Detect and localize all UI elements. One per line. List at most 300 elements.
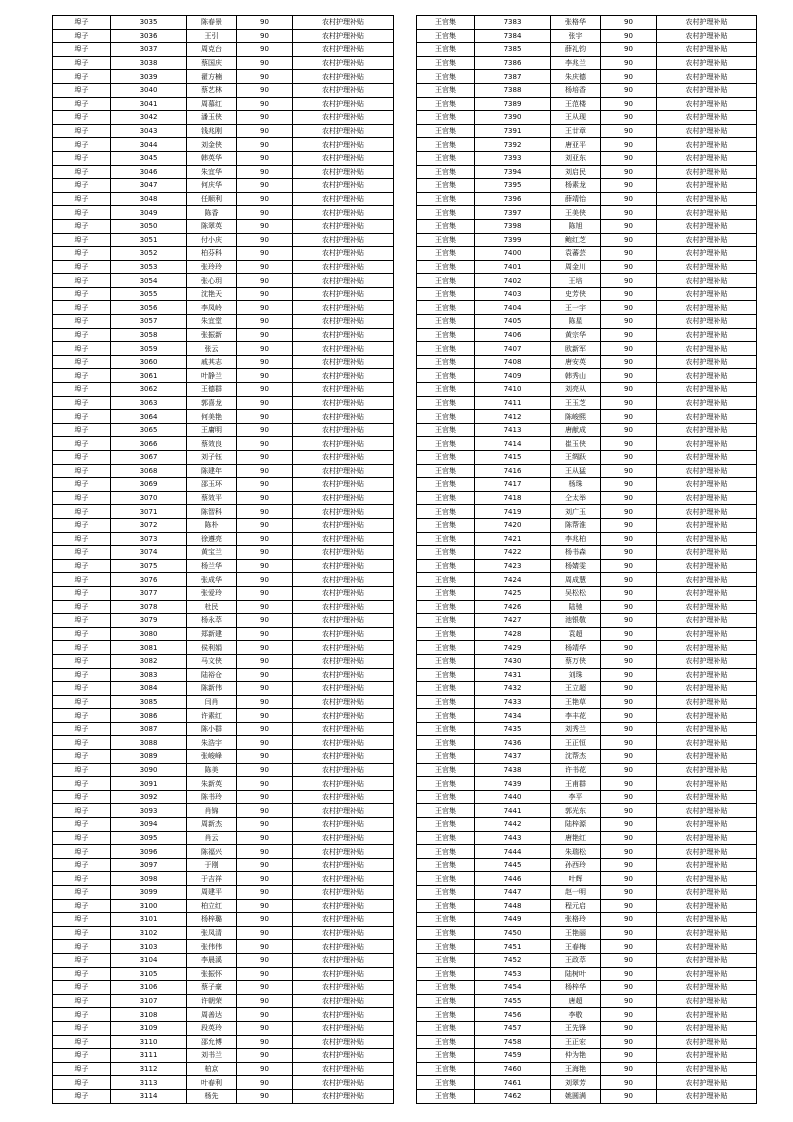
table-row [53, 369, 394, 383]
cell-number: 3042 [111, 111, 187, 125]
cell-subsidy-type: 农村护理补贴 [293, 559, 394, 573]
table-row [417, 654, 757, 668]
cell-amount: 90 [237, 953, 293, 967]
cell-town: 埠子 [53, 219, 111, 233]
cell-name: 王海艳 [551, 1062, 601, 1076]
cell-number: 7443 [475, 831, 551, 845]
cell-name: 陈书玲 [187, 790, 237, 804]
table-row [53, 1062, 394, 1076]
cell-number: 3061 [111, 369, 187, 383]
cell-town: 埠子 [53, 1021, 111, 1035]
cell-name: 朱新英 [187, 777, 237, 791]
cell-name: 陆梓源 [551, 818, 601, 832]
cell-number: 7451 [475, 940, 551, 954]
cell-town: 埠子 [53, 29, 111, 43]
cell-number: 3104 [111, 953, 187, 967]
cell-number: 3048 [111, 192, 187, 206]
cell-name: 张心玥 [187, 274, 237, 288]
cell-subsidy-type: 农村护理补贴 [657, 396, 757, 410]
cell-town: 埠子 [53, 926, 111, 940]
table-row [417, 70, 757, 84]
cell-amount: 90 [237, 940, 293, 954]
table-row [417, 573, 757, 587]
cell-town: 王官集 [417, 790, 475, 804]
cell-name: 邵允博 [187, 1035, 237, 1049]
cell-subsidy-type: 农村护理补贴 [657, 994, 757, 1008]
cell-name: 陈建年 [187, 464, 237, 478]
cell-number: 3067 [111, 451, 187, 465]
table-row [417, 383, 757, 397]
table-row [417, 586, 757, 600]
cell-amount: 90 [601, 777, 657, 791]
cell-subsidy-type: 农村护理补贴 [293, 967, 394, 981]
cell-town: 王官集 [417, 1076, 475, 1090]
cell-amount: 90 [237, 437, 293, 451]
table-row [53, 165, 394, 179]
cell-name: 于刚 [187, 858, 237, 872]
table-row [53, 29, 394, 43]
cell-amount: 90 [601, 1021, 657, 1035]
cell-subsidy-type: 农村护理补贴 [657, 1049, 757, 1063]
cell-town: 王官集 [417, 858, 475, 872]
cell-amount: 90 [237, 886, 293, 900]
cell-amount: 90 [601, 260, 657, 274]
cell-name: 郑新建 [187, 627, 237, 641]
cell-name: 吴松松 [551, 586, 601, 600]
table-row [417, 423, 757, 437]
cell-amount: 90 [601, 722, 657, 736]
cell-town: 埠子 [53, 464, 111, 478]
table-row [417, 206, 757, 220]
table-row [53, 872, 394, 886]
cell-subsidy-type: 农村护理补贴 [657, 736, 757, 750]
cell-town: 埠子 [53, 627, 111, 641]
cell-subsidy-type: 农村护理补贴 [657, 777, 757, 791]
cell-amount: 90 [601, 886, 657, 900]
cell-name: 杨梓璐 [187, 913, 237, 927]
cell-amount: 90 [601, 478, 657, 492]
cell-town: 王官集 [417, 383, 475, 397]
cell-name: 段英玲 [187, 1021, 237, 1035]
cell-name: 于吉祥 [187, 872, 237, 886]
cell-amount: 90 [601, 29, 657, 43]
cell-amount: 90 [601, 831, 657, 845]
cell-amount: 90 [237, 219, 293, 233]
table-row [53, 750, 394, 764]
cell-subsidy-type: 农村护理补贴 [293, 1076, 394, 1090]
table-row [417, 29, 757, 43]
cell-number: 7388 [475, 83, 551, 97]
cell-amount: 90 [601, 151, 657, 165]
cell-name: 任顺利 [187, 192, 237, 206]
cell-name: 王正宏 [551, 1035, 601, 1049]
cell-town: 王官集 [417, 451, 475, 465]
cell-amount: 90 [237, 1021, 293, 1035]
cell-subsidy-type: 农村护理补贴 [293, 410, 394, 424]
cell-subsidy-type: 农村护理补贴 [293, 423, 394, 437]
cell-amount: 90 [237, 247, 293, 261]
cell-town: 埠子 [53, 151, 111, 165]
cell-name: 柏芬科 [187, 247, 237, 261]
cell-name: 周慕红 [187, 97, 237, 111]
cell-town: 埠子 [53, 138, 111, 152]
cell-amount: 90 [601, 43, 657, 57]
cell-subsidy-type: 农村护理补贴 [657, 383, 757, 397]
cell-amount: 90 [237, 233, 293, 247]
table-row [53, 315, 394, 329]
cell-amount: 90 [601, 858, 657, 872]
cell-town: 王官集 [417, 396, 475, 410]
cell-subsidy-type: 农村护理补贴 [293, 763, 394, 777]
cell-name: 朱宜华 [187, 165, 237, 179]
cell-number: 3049 [111, 206, 187, 220]
cell-number: 7409 [475, 369, 551, 383]
cell-name: 王美侠 [551, 206, 601, 220]
cell-name: 刘金侠 [187, 138, 237, 152]
table-row [417, 1021, 757, 1035]
cell-town: 王官集 [417, 219, 475, 233]
cell-name: 刘亚东 [551, 151, 601, 165]
cell-number: 7413 [475, 423, 551, 437]
cell-amount: 90 [601, 953, 657, 967]
table-row [53, 505, 394, 519]
cell-name: 陈朴 [187, 518, 237, 532]
cell-town: 埠子 [53, 410, 111, 424]
cell-number: 3064 [111, 410, 187, 424]
cell-name: 唐超 [551, 994, 601, 1008]
cell-amount: 90 [237, 532, 293, 546]
cell-amount: 90 [237, 410, 293, 424]
cell-town: 埠子 [53, 682, 111, 696]
cell-subsidy-type: 农村护理补贴 [657, 233, 757, 247]
cell-number: 3106 [111, 981, 187, 995]
cell-amount: 90 [237, 83, 293, 97]
cell-amount: 90 [601, 451, 657, 465]
cell-name: 张玲玲 [187, 260, 237, 274]
cell-town: 埠子 [53, 260, 111, 274]
cell-subsidy-type: 农村护理补贴 [293, 627, 394, 641]
cell-subsidy-type: 农村护理补贴 [657, 1076, 757, 1090]
table-row [53, 804, 394, 818]
cell-town: 王官集 [417, 559, 475, 573]
cell-amount: 90 [237, 654, 293, 668]
cell-name: 袁蕃芸 [551, 247, 601, 261]
cell-amount: 90 [237, 260, 293, 274]
cell-amount: 90 [237, 586, 293, 600]
cell-number: 3077 [111, 586, 187, 600]
cell-number: 3111 [111, 1049, 187, 1063]
cell-number: 3100 [111, 899, 187, 913]
table-row [53, 668, 394, 682]
cell-amount: 90 [237, 287, 293, 301]
cell-amount: 90 [601, 709, 657, 723]
table-row [417, 165, 757, 179]
cell-amount: 90 [601, 1008, 657, 1022]
table-row [417, 233, 757, 247]
table-row [53, 192, 394, 206]
cell-number: 3074 [111, 546, 187, 560]
cell-name: 张云 [187, 342, 237, 356]
cell-number: 7430 [475, 654, 551, 668]
cell-town: 埠子 [53, 206, 111, 220]
cell-name: 刘子钰 [187, 451, 237, 465]
table-row [53, 586, 394, 600]
cell-number: 3060 [111, 355, 187, 369]
table-row [53, 641, 394, 655]
cell-number: 7400 [475, 247, 551, 261]
cell-name: 陆树叶 [551, 967, 601, 981]
table-row [417, 1076, 757, 1090]
cell-subsidy-type: 农村护理补贴 [657, 16, 757, 30]
cell-town: 王官集 [417, 233, 475, 247]
cell-amount: 90 [601, 763, 657, 777]
table-row [53, 274, 394, 288]
cell-subsidy-type: 农村护理补贴 [657, 1035, 757, 1049]
cell-name: 杨培香 [551, 83, 601, 97]
table-row [53, 423, 394, 437]
cell-town: 王官集 [417, 695, 475, 709]
cell-subsidy-type: 农村护理补贴 [293, 260, 394, 274]
cell-number: 3071 [111, 505, 187, 519]
cell-number: 3052 [111, 247, 187, 261]
cell-number: 7390 [475, 111, 551, 125]
table-row [417, 967, 757, 981]
table-row [417, 1062, 757, 1076]
cell-amount: 90 [237, 423, 293, 437]
cell-number: 3105 [111, 967, 187, 981]
cell-subsidy-type: 农村护理补贴 [293, 138, 394, 152]
table-row [53, 478, 394, 492]
table-row [417, 247, 757, 261]
cell-name: 黄宗华 [551, 328, 601, 342]
cell-amount: 90 [237, 518, 293, 532]
cell-subsidy-type: 农村护理补贴 [293, 1008, 394, 1022]
cell-name: 马文侠 [187, 654, 237, 668]
cell-name: 肖云 [187, 831, 237, 845]
cell-number: 7454 [475, 981, 551, 995]
cell-town: 王官集 [417, 505, 475, 519]
cell-amount: 90 [601, 940, 657, 954]
cell-number: 7418 [475, 491, 551, 505]
table-row [53, 138, 394, 152]
cell-name: 许书花 [551, 763, 601, 777]
cell-amount: 90 [601, 750, 657, 764]
cell-subsidy-type: 农村护理补贴 [657, 1021, 757, 1035]
cell-number: 3088 [111, 736, 187, 750]
cell-number: 7440 [475, 790, 551, 804]
cell-number: 7432 [475, 682, 551, 696]
cell-town: 王官集 [417, 369, 475, 383]
cell-town: 王官集 [417, 70, 475, 84]
table-row [53, 355, 394, 369]
cell-name: 肖锦 [187, 804, 237, 818]
cell-number: 3073 [111, 532, 187, 546]
cell-name: 张格华 [551, 16, 601, 30]
cell-number: 3086 [111, 709, 187, 723]
table-row [417, 1008, 757, 1022]
cell-number: 3099 [111, 886, 187, 900]
cell-amount: 90 [237, 872, 293, 886]
cell-town: 王官集 [417, 1035, 475, 1049]
table-row [53, 777, 394, 791]
table-row [53, 287, 394, 301]
cell-number: 7399 [475, 233, 551, 247]
cell-subsidy-type: 农村护理补贴 [293, 804, 394, 818]
table-row [53, 763, 394, 777]
cell-amount: 90 [237, 383, 293, 397]
left-table [52, 15, 394, 1104]
cell-town: 埠子 [53, 750, 111, 764]
cell-name: 池银敬 [551, 614, 601, 628]
cell-name: 王德群 [187, 383, 237, 397]
cell-amount: 90 [237, 818, 293, 832]
cell-subsidy-type: 农村护理补贴 [293, 641, 394, 655]
cell-subsidy-type: 农村护理补贴 [657, 260, 757, 274]
table-row [53, 328, 394, 342]
table-row [417, 736, 757, 750]
table-row [417, 818, 757, 832]
cell-subsidy-type: 农村护理补贴 [657, 654, 757, 668]
cell-subsidy-type: 农村护理补贴 [293, 56, 394, 70]
cell-amount: 90 [237, 138, 293, 152]
cell-name: 刘书兰 [187, 1049, 237, 1063]
cell-number: 3045 [111, 151, 187, 165]
cell-subsidy-type: 农村护理补贴 [293, 858, 394, 872]
cell-town: 埠子 [53, 641, 111, 655]
cell-subsidy-type: 农村护理补贴 [657, 627, 757, 641]
cell-number: 3050 [111, 219, 187, 233]
cell-name: 许朝荣 [187, 994, 237, 1008]
cell-number: 7434 [475, 709, 551, 723]
cell-subsidy-type: 农村护理补贴 [657, 722, 757, 736]
table-row [417, 627, 757, 641]
cell-number: 7402 [475, 274, 551, 288]
cell-amount: 90 [237, 804, 293, 818]
cell-amount: 90 [237, 451, 293, 465]
cell-number: 3108 [111, 1008, 187, 1022]
cell-name: 陈香 [187, 206, 237, 220]
cell-amount: 90 [237, 709, 293, 723]
cell-number: 3083 [111, 668, 187, 682]
table-row [417, 464, 757, 478]
table-row [417, 845, 757, 859]
cell-number: 7408 [475, 355, 551, 369]
cell-town: 王官集 [417, 967, 475, 981]
cell-number: 7437 [475, 750, 551, 764]
cell-number: 7441 [475, 804, 551, 818]
table-row [53, 709, 394, 723]
cell-name: 何美艳 [187, 410, 237, 424]
cell-name: 薛礼钧 [551, 43, 601, 57]
cell-name: 李兆兰 [551, 56, 601, 70]
cell-amount: 90 [601, 899, 657, 913]
table-row [53, 790, 394, 804]
table-row [417, 641, 757, 655]
cell-amount: 90 [237, 342, 293, 356]
cell-number: 7423 [475, 559, 551, 573]
cell-town: 王官集 [417, 56, 475, 70]
cell-number: 3059 [111, 342, 187, 356]
cell-subsidy-type: 农村护理补贴 [293, 247, 394, 261]
cell-town: 埠子 [53, 953, 111, 967]
cell-amount: 90 [601, 396, 657, 410]
cell-town: 王官集 [417, 750, 475, 764]
cell-name: 叶静兰 [187, 369, 237, 383]
cell-name: 沈帮杰 [551, 750, 601, 764]
cell-name: 柏立红 [187, 899, 237, 913]
cell-name: 欧新军 [551, 342, 601, 356]
cell-town: 王官集 [417, 940, 475, 954]
cell-name: 周新杰 [187, 818, 237, 832]
cell-town: 埠子 [53, 981, 111, 995]
cell-town: 埠子 [53, 287, 111, 301]
cell-town: 埠子 [53, 790, 111, 804]
table-row [53, 953, 394, 967]
cell-name: 李敬 [551, 1008, 601, 1022]
cell-amount: 90 [237, 627, 293, 641]
cell-name: 陈小群 [187, 722, 237, 736]
cell-amount: 90 [237, 981, 293, 995]
cell-town: 埠子 [53, 1076, 111, 1090]
cell-number: 7435 [475, 722, 551, 736]
table-row [53, 410, 394, 424]
cell-number: 7394 [475, 165, 551, 179]
cell-amount: 90 [601, 1076, 657, 1090]
cell-subsidy-type: 农村护理补贴 [293, 219, 394, 233]
cell-name: 柏京 [187, 1062, 237, 1076]
cell-number: 3041 [111, 97, 187, 111]
cell-subsidy-type: 农村护理补贴 [293, 464, 394, 478]
cell-subsidy-type: 农村护理补贴 [293, 301, 394, 315]
table-row [53, 913, 394, 927]
table-row [417, 315, 757, 329]
cell-name: 杨素龙 [551, 179, 601, 193]
cell-amount: 90 [601, 518, 657, 532]
cell-amount: 90 [237, 1035, 293, 1049]
table-row [417, 97, 757, 111]
cell-amount: 90 [601, 994, 657, 1008]
cell-amount: 90 [601, 369, 657, 383]
table-row [53, 886, 394, 900]
cell-number: 7411 [475, 396, 551, 410]
table-row [53, 573, 394, 587]
cell-amount: 90 [237, 369, 293, 383]
table-row [417, 614, 757, 628]
cell-name: 李凤岭 [187, 301, 237, 315]
cell-name: 张凤清 [187, 926, 237, 940]
cell-town: 埠子 [53, 899, 111, 913]
cell-subsidy-type: 农村护理补贴 [657, 491, 757, 505]
table-row [53, 559, 394, 573]
cell-town: 埠子 [53, 695, 111, 709]
cell-subsidy-type: 农村护理补贴 [657, 179, 757, 193]
cell-town: 埠子 [53, 315, 111, 329]
table-row [417, 396, 757, 410]
cell-number: 3109 [111, 1021, 187, 1035]
cell-number: 7401 [475, 260, 551, 274]
cell-town: 埠子 [53, 124, 111, 138]
cell-amount: 90 [237, 1062, 293, 1076]
cell-town: 埠子 [53, 16, 111, 30]
cell-town: 王官集 [417, 1089, 475, 1103]
cell-town: 埠子 [53, 858, 111, 872]
cell-number: 7457 [475, 1021, 551, 1035]
cell-name: 王玉芝 [551, 396, 601, 410]
cell-amount: 90 [601, 83, 657, 97]
cell-town: 王官集 [417, 763, 475, 777]
cell-subsidy-type: 农村护理补贴 [657, 614, 757, 628]
cell-number: 3055 [111, 287, 187, 301]
